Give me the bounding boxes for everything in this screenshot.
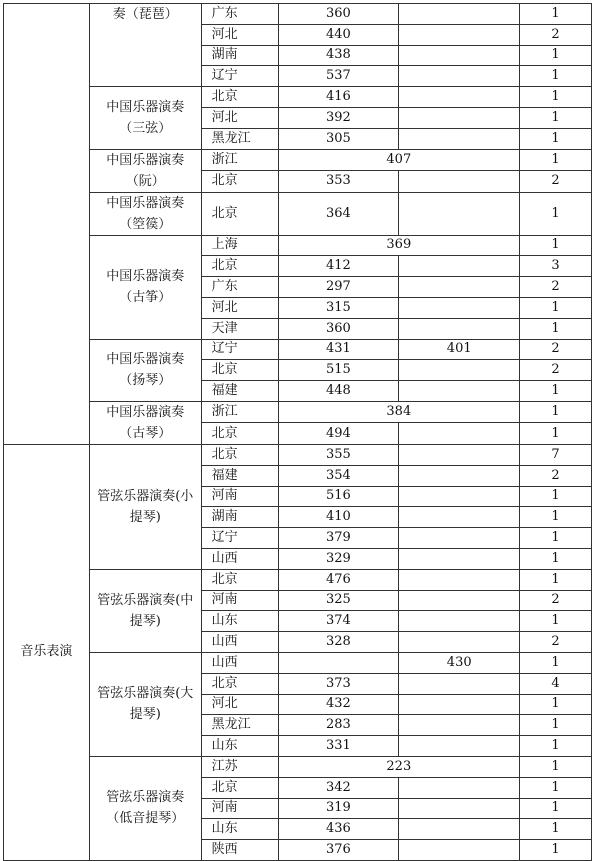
count-cell: 4 [520, 673, 592, 694]
score-a-cell: 331 [278, 736, 399, 757]
score-a-cell: 355 [278, 444, 399, 465]
province-cell: 黑龙江 [201, 715, 278, 736]
score-b-cell [399, 24, 520, 45]
score-b-cell [399, 528, 520, 549]
count-cell: 1 [520, 401, 592, 423]
score-b-cell [399, 4, 520, 25]
score-a-cell: 516 [278, 486, 399, 507]
admission-score-table [3, 3, 592, 861]
score-b-cell [399, 256, 520, 277]
score-b-cell [399, 736, 520, 757]
province-cell: 北京 [201, 171, 278, 193]
province-cell: 山西 [201, 548, 278, 569]
score-b-cell [399, 840, 520, 861]
province-cell: 山西 [201, 652, 278, 673]
count-cell: 1 [520, 235, 592, 256]
province-cell: 河南 [201, 590, 278, 611]
count-cell: 1 [520, 652, 592, 673]
score-b-cell [399, 381, 520, 402]
count-cell: 1 [520, 192, 592, 235]
table-row [4, 192, 592, 235]
score-b-cell [399, 297, 520, 318]
count-cell: 2 [520, 171, 592, 193]
score-a-cell: 364 [278, 192, 399, 235]
count-cell: 1 [520, 798, 592, 819]
score-b-cell: 401 [399, 339, 520, 360]
score-b-cell [399, 128, 520, 149]
count-cell: 2 [520, 590, 592, 611]
province-cell: 黑龙江 [201, 128, 278, 149]
table-row [4, 87, 592, 108]
score-b-cell [399, 107, 520, 128]
score-b-cell [399, 632, 520, 653]
table-row [4, 444, 592, 465]
score-a-cell: 319 [278, 798, 399, 819]
score-b-cell [399, 507, 520, 528]
score-a-cell: 305 [278, 128, 399, 149]
major-name-cell: 中国乐器演奏（古琴） [89, 401, 201, 444]
score-a-cell: 353 [278, 171, 399, 193]
score-b-cell [399, 171, 520, 193]
count-cell: 1 [520, 715, 592, 736]
score-b-cell [399, 715, 520, 736]
province-cell: 山东 [201, 611, 278, 632]
score-a-cell: 392 [278, 107, 399, 128]
province-cell: 辽宁 [201, 528, 278, 549]
province-cell: 北京 [201, 192, 278, 235]
province-cell: 山西 [201, 632, 278, 653]
count-cell: 1 [520, 777, 592, 798]
count-cell: 1 [520, 149, 592, 171]
score-b-cell [399, 465, 520, 486]
score-a-cell: 448 [278, 381, 399, 402]
merged-score-cell: 384 [278, 401, 520, 423]
province-cell: 福建 [201, 465, 278, 486]
score-a-cell: 374 [278, 611, 399, 632]
province-cell: 浙江 [201, 401, 278, 423]
score-a-cell: 410 [278, 507, 399, 528]
count-cell: 2 [520, 360, 592, 381]
major-name-cell: 中国乐器演奏（箜篌） [89, 192, 201, 235]
count-cell: 1 [520, 548, 592, 569]
count-cell: 1 [520, 528, 592, 549]
table-row [4, 4, 592, 25]
score-b-cell [399, 277, 520, 298]
major-name-cell: 中国乐器演奏（三弦） [89, 87, 201, 149]
score-a-cell: 379 [278, 528, 399, 549]
score-a-cell: 515 [278, 360, 399, 381]
province-cell: 广东 [201, 4, 278, 25]
count-cell: 1 [520, 840, 592, 861]
score-a-cell: 476 [278, 569, 399, 590]
major-name-cell: 管弦乐器演奏(大提琴) [89, 652, 201, 756]
score-a-cell: 328 [278, 632, 399, 653]
count-cell: 2 [520, 339, 592, 360]
count-cell: 1 [520, 736, 592, 757]
score-a-cell: 297 [278, 277, 399, 298]
count-cell: 1 [520, 297, 592, 318]
province-cell: 北京 [201, 444, 278, 465]
count-cell: 3 [520, 256, 592, 277]
score-a-cell: 360 [278, 318, 399, 339]
count-cell: 1 [520, 507, 592, 528]
score-b-cell [399, 444, 520, 465]
count-cell: 1 [520, 318, 592, 339]
table-row [4, 339, 592, 360]
score-a-cell: 494 [278, 423, 399, 445]
province-cell: 河北 [201, 107, 278, 128]
score-b-cell [399, 66, 520, 87]
score-b-cell [399, 45, 520, 66]
province-cell: 北京 [201, 777, 278, 798]
score-a-cell: 325 [278, 590, 399, 611]
province-cell: 北京 [201, 423, 278, 445]
score-b-cell [399, 486, 520, 507]
score-a-cell: 412 [278, 256, 399, 277]
province-cell: 福建 [201, 381, 278, 402]
province-cell: 天津 [201, 318, 278, 339]
count-cell: 1 [520, 4, 592, 25]
count-cell: 1 [520, 756, 592, 777]
province-cell: 北京 [201, 673, 278, 694]
score-b-cell [399, 777, 520, 798]
score-a-cell: 342 [278, 777, 399, 798]
major-name-cell: 中国乐器演奏（阮） [89, 149, 201, 192]
count-cell: 1 [520, 611, 592, 632]
score-b-cell [399, 569, 520, 590]
province-cell: 北京 [201, 256, 278, 277]
score-a-cell [278, 652, 399, 673]
table-row [4, 235, 592, 256]
province-cell: 辽宁 [201, 66, 278, 87]
major-name-cell: 中国乐器演奏（古筝） [89, 235, 201, 339]
table-row [4, 756, 592, 777]
table-row [4, 652, 592, 673]
count-cell: 1 [520, 694, 592, 715]
count-cell: 2 [520, 24, 592, 45]
score-b-cell [399, 423, 520, 445]
score-a-cell: 537 [278, 66, 399, 87]
category-cell: 音乐表演 [4, 444, 90, 860]
major-name-cell: 管弦乐器演奏(小提琴) [89, 444, 201, 569]
province-cell: 上海 [201, 235, 278, 256]
table-row [4, 569, 592, 590]
merged-score-cell: 369 [278, 235, 520, 256]
province-cell: 北京 [201, 360, 278, 381]
score-a-cell: 354 [278, 465, 399, 486]
score-b-cell [399, 548, 520, 569]
province-cell: 江苏 [201, 756, 278, 777]
score-a-cell: 376 [278, 840, 399, 861]
province-cell: 湖南 [201, 45, 278, 66]
category-cell [4, 4, 90, 445]
province-cell: 河北 [201, 24, 278, 45]
province-cell: 北京 [201, 87, 278, 108]
count-cell: 1 [520, 381, 592, 402]
count-cell: 1 [520, 66, 592, 87]
major-name-cell: 管弦乐器演奏（低音提琴） [89, 756, 201, 860]
count-cell: 1 [520, 423, 592, 445]
score-b-cell [399, 360, 520, 381]
score-a-cell: 283 [278, 715, 399, 736]
province-cell: 陕西 [201, 840, 278, 861]
score-a-cell: 436 [278, 819, 399, 840]
major-name-cell: 中国乐器演奏（扬琴） [89, 339, 201, 401]
count-cell: 1 [520, 486, 592, 507]
table-body [4, 4, 592, 861]
score-a-cell: 438 [278, 45, 399, 66]
score-b-cell [399, 590, 520, 611]
province-cell: 河北 [201, 297, 278, 318]
score-b-cell [399, 87, 520, 108]
score-a-cell: 329 [278, 548, 399, 569]
score-a-cell: 315 [278, 297, 399, 318]
count-cell: 1 [520, 128, 592, 149]
count-cell: 1 [520, 87, 592, 108]
province-cell: 山东 [201, 819, 278, 840]
score-a-cell: 416 [278, 87, 399, 108]
table-row [4, 149, 592, 171]
count-cell: 1 [520, 107, 592, 128]
score-a-cell: 431 [278, 339, 399, 360]
count-cell: 1 [520, 45, 592, 66]
major-name-cell: 奏（琵琶） [89, 4, 201, 87]
province-cell: 广东 [201, 277, 278, 298]
count-cell: 1 [520, 819, 592, 840]
score-b-cell: 430 [399, 652, 520, 673]
score-a-cell: 373 [278, 673, 399, 694]
province-cell: 河南 [201, 486, 278, 507]
score-b-cell [399, 819, 520, 840]
province-cell: 湖南 [201, 507, 278, 528]
count-cell: 2 [520, 277, 592, 298]
province-cell: 山东 [201, 736, 278, 757]
table-row [4, 401, 592, 423]
score-b-cell [399, 611, 520, 632]
merged-score-cell: 223 [278, 756, 520, 777]
province-cell: 河南 [201, 798, 278, 819]
count-cell: 1 [520, 569, 592, 590]
merged-score-cell: 407 [278, 149, 520, 171]
count-cell: 2 [520, 632, 592, 653]
score-b-cell [399, 318, 520, 339]
score-b-cell [399, 694, 520, 715]
score-b-cell [399, 798, 520, 819]
province-cell: 河北 [201, 694, 278, 715]
score-a-cell: 440 [278, 24, 399, 45]
province-cell: 北京 [201, 569, 278, 590]
score-a-cell: 360 [278, 4, 399, 25]
count-cell: 2 [520, 465, 592, 486]
score-a-cell: 432 [278, 694, 399, 715]
count-cell: 7 [520, 444, 592, 465]
score-b-cell [399, 673, 520, 694]
province-cell: 辽宁 [201, 339, 278, 360]
score-b-cell [399, 192, 520, 235]
major-name-cell: 管弦乐器演奏(中提琴) [89, 569, 201, 652]
province-cell: 浙江 [201, 149, 278, 171]
